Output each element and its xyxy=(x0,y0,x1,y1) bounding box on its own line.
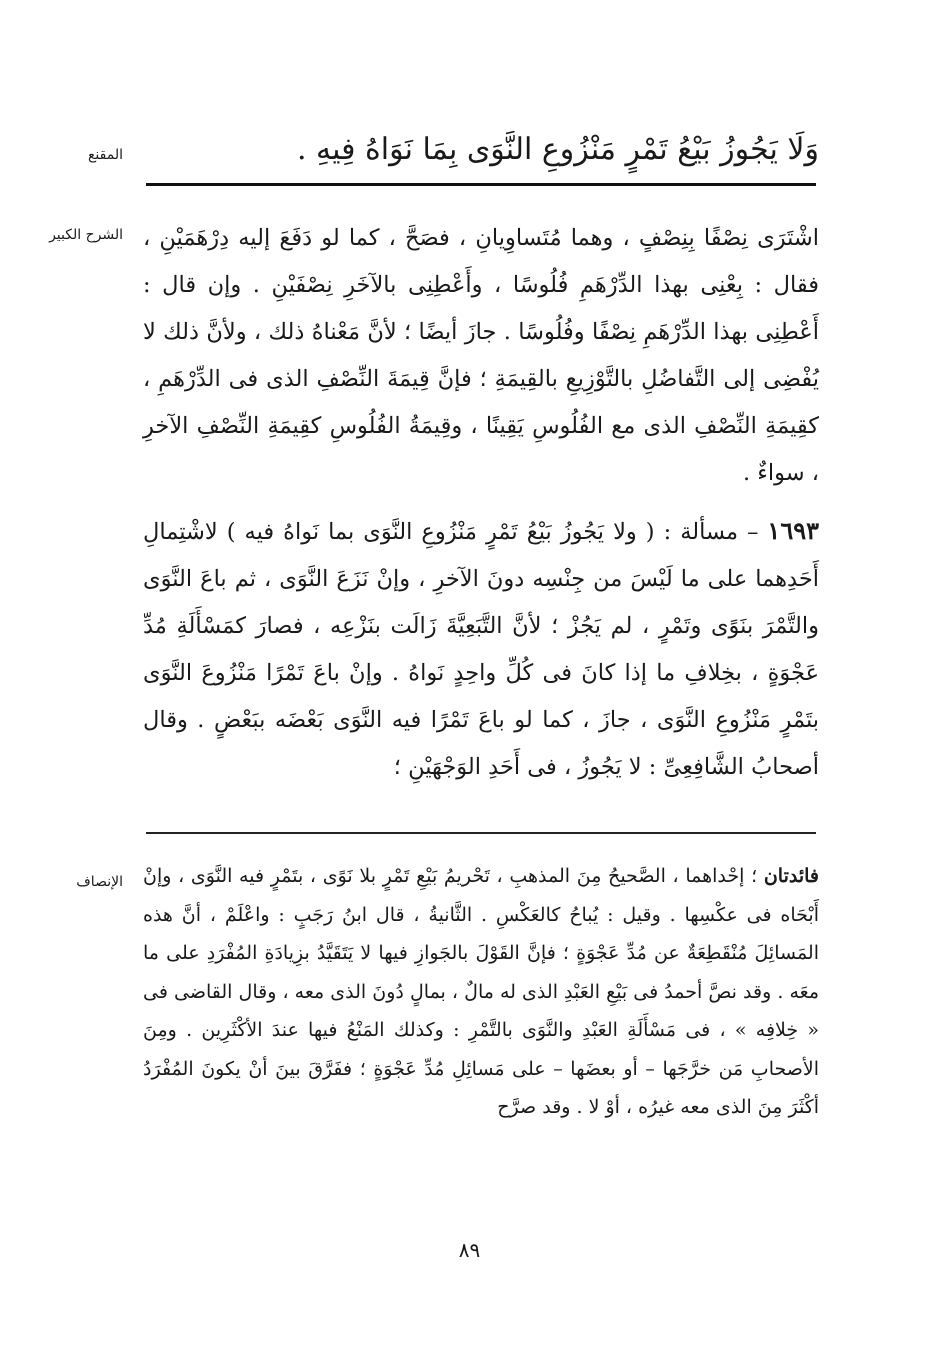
label-insaf: الإنصاف xyxy=(76,874,123,890)
masala-paragraph xyxy=(143,507,819,791)
matn-text: وَلَا يَجُوزُ بَيْعُ تَمْرٍ مَنْزُوعِ النَّوَى بِمَا نَوَاهُ فِيهِ . xyxy=(296,132,819,167)
insaf-section xyxy=(143,857,819,1127)
matn-divider xyxy=(146,183,816,186)
label-muqni: المقنع xyxy=(87,147,123,163)
insaf-paragraph xyxy=(143,857,819,1127)
insaf-text: ؛ إحْداهما ، الصَّحيحُ مِنَ المذهبِ ، تَحْريمُ بَيْعِ تَمْرٍ بلا نَوًى ، بتَمْرٍ فيه النَّوَى ، وإنْ أَبْحَاه فى عكْسِها . وقيل : يُباحُ كالعَكْسِ . الثَّانيةُ ، قال ابنُ رَجَبٍ : واعْلَمْ ، أنَّ هذه المَسائِلَ مُنْقَطِعَةٌ عن مُدِّ عَجْوَةٍ ؛ فإنَّ القَوْلَ بالجَوازِ فيها لا يَتَقَيَّدُ بزِيادَةِ المُفْرَدِ على ما معَه . وقد نصَّ أحمدُ فى بَيْعِ العَبْدِ الذى له مالٌ ، بمالٍ دُونَ الذى معه ، وقال القاضى فى « خِلافِه » ، فى مَسْأَلَةِ العَبْدِ والنَّوَى بالتَّمْرِ : وكذلك المَنْعُ فيها عندَ الأكْثَرِين . ومِنَ الأصحابِ مَن خرَّجَها – أو بعضَها – على مَسائِلِ مُدِّ عَجْوَةٍ ؛ ففَرَّقَ بينَ أنْ يكونَ المُفْرَدُ أكْثَرَ مِنَ الذى معه غيرُه ، أوْ لا . وقد صرَّح xyxy=(143,865,819,1118)
sharh-section xyxy=(143,215,819,791)
insaf-divider xyxy=(146,832,816,834)
sharh-paragraph-2: لاشْتِمالِ أَحَدِهما على ما لَيْسَ من جِنْسِه دونَ الآخرِ ، وإنْ نَزَعَ النَّوَى ، ثم باعَ النَّوَى والتَّمْرَ بنَوًى وتَمْرٍ ، لم يَجُزْ ؛ لأنَّ التَّبَعِيَّةَ زَالَت بنَزْعِه ، فصارَ كمَسْأَلَةِ مُدِّ عَجْوَةٍ ، بخِلافِ ما إذا كانَ فى كُلِّ واحِدٍ نَواهُ . وإنْ باعَ تَمْرًا مَنْزُوعَ النَّوَى بتَمْرٍ مَنْزُوعِ النَّوَى ، جازَ ، كما لو باعَ تَمْرًا فيه النَّوَى بَعْضَه ببَعْضٍ . وقال أصحابُ الشَّافِعِىِّ : لا يَجُوزُ ، فى أَحَدِ الوَجْهَيْنِ ؛ xyxy=(143,519,819,780)
sharh-paragraph-1: اشْتَرَى نِصْفًا بِنِصْفٍ ، وهما مُتَساوِيانِ ، فصَحَّ ، كما لو دَفَعَ إليه دِرْهَمَيْنِ ، فقال : بِعْنِى بهذا الدِّرْهَمِ فُلُوسًا ، وأَعْطِنِى بالآخَرِ نِصْفَيْنِ . وإن قال : أَعْطِنِى بهذا الدِّرْهَمِ نِصْفًا وفُلُوسًا . جازَ أيضًا ؛ لأنَّ مَعْناهُ ذلك ، ولأنَّ ذلك لا يُفْضِى إلى التَّفاضُلِ بالتَّوْزِيعِ بالقِيمَةِ ؛ فإنَّ قِيمَةَ النِّصْفِ الذى فى الدِّرْهَمِ ، كقِيمَةِ النِّصْفِ الذى مع الفُلُوسِ يَقِينًا ، وقِيمَةُ الفُلُوسِ كقِيمَةِ النِّصْفِ الآخرِ ، سواءٌ . xyxy=(143,225,819,486)
label-sharh: الشرح الكبير xyxy=(49,227,123,243)
insaf-lead: فائدتان xyxy=(763,865,819,887)
page-number: ٨٩ xyxy=(458,1238,481,1262)
masala-heading: – مسألة : ( ولا يَجُوزُ بَيْعُ تَمْرٍ مَنْزُوعِ النَّوَى بما نَواهُ فيه ) xyxy=(226,519,759,545)
masala-number: ١٦٩٣ xyxy=(767,516,819,545)
